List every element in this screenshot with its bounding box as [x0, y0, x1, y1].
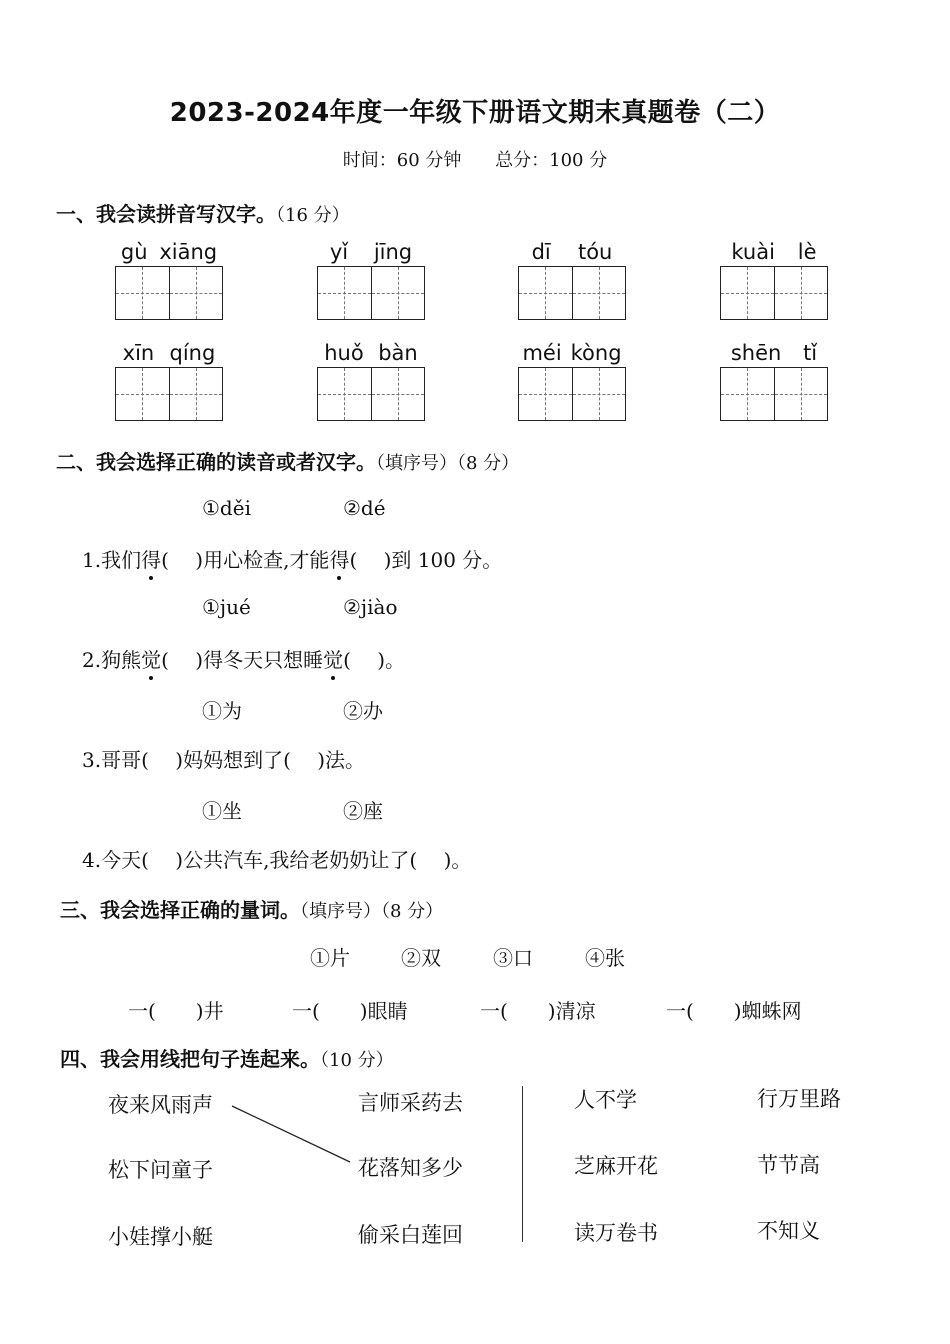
- saying-right[interactable]: 节节高: [757, 1153, 820, 1177]
- measure-blank[interactable]: 一( )蜘蛛网: [666, 999, 802, 1023]
- saying-left[interactable]: 芝麻开花: [574, 1154, 658, 1178]
- option: ②dé: [343, 496, 386, 520]
- poem-line-right[interactable]: 花落知多少: [358, 1156, 463, 1180]
- section4-points: （10 分）: [320, 1050, 394, 1071]
- pinyin-syllable: shēn: [730, 341, 782, 365]
- poem-line-left[interactable]: 小娃撑小艇: [108, 1225, 213, 1249]
- pinyin-syllable: xīn: [122, 341, 155, 365]
- pinyin-syllable: dī: [531, 240, 551, 264]
- pinyin-syllable: lè: [797, 240, 817, 264]
- question-text: )妈妈想到了(: [175, 748, 291, 772]
- question-number: 1.: [82, 548, 102, 572]
- saying-left[interactable]: 人不学: [574, 1088, 637, 1112]
- option: ①jué: [202, 595, 251, 619]
- dotted-character: 觉: [141, 648, 162, 672]
- dotted-character: 得: [141, 548, 162, 572]
- poem-line-left[interactable]: 松下问童子: [108, 1158, 213, 1182]
- saying-right[interactable]: 行万里路: [757, 1087, 841, 1111]
- question-text: )到 100 分。: [383, 548, 503, 572]
- question-text: )。: [377, 648, 406, 672]
- pinyin-syllable: méi: [522, 341, 562, 365]
- question-text: 哥哥(: [101, 748, 149, 772]
- question-text: (: [161, 648, 169, 672]
- option: ①为: [202, 699, 242, 723]
- section1-points: （16 分）: [276, 205, 350, 226]
- exam-time: 时间：60 分钟: [342, 150, 462, 171]
- question-text: (: [161, 548, 169, 572]
- question-text: )法。: [317, 748, 366, 772]
- question-text: (: [343, 648, 351, 672]
- option: ①坐: [202, 799, 242, 823]
- measure-option: ②双: [401, 946, 441, 970]
- section3-points: （填序号）（8 分）: [300, 901, 444, 922]
- question-number: 4.: [82, 848, 102, 872]
- pinyin-syllable: tǐ: [803, 341, 818, 365]
- pinyin-syllable: huǒ: [324, 341, 364, 365]
- section4-title: 四、我会用线把句子连起来。: [60, 1047, 320, 1071]
- poem-line-right[interactable]: 偷采白莲回: [358, 1223, 463, 1247]
- question-number: 2.: [82, 648, 102, 672]
- option: ①děi: [202, 496, 251, 520]
- section3-title: 三、我会选择正确的量词。: [60, 898, 300, 922]
- page-title: 2023-2024年度一年级下册语文期末真题卷（二）: [169, 98, 781, 128]
- section2-points: （填序号）（8 分）: [376, 453, 520, 474]
- pinyin-syllable: qíng: [169, 341, 216, 365]
- pinyin-syllable: jīng: [373, 240, 413, 264]
- pinyin-syllable: tóu: [577, 240, 613, 264]
- option: ②办: [343, 699, 383, 723]
- saying-right[interactable]: 不知义: [757, 1219, 820, 1243]
- dotted-character: 得: [329, 548, 350, 572]
- measure-option: ④张: [585, 946, 625, 970]
- measure-blank[interactable]: 一( )清凉: [480, 999, 596, 1023]
- pinyin-syllable: gù: [120, 240, 148, 264]
- pinyin-syllable: bàn: [378, 341, 418, 365]
- option: ②座: [343, 799, 383, 823]
- dotted-character: 觉: [323, 648, 344, 672]
- question-text: )用心检查,才能: [195, 548, 330, 572]
- question-text: (: [349, 548, 358, 572]
- pinyin-syllable: yǐ: [329, 240, 349, 264]
- column-divider: [522, 1086, 523, 1242]
- question-text: 我们: [101, 548, 142, 572]
- question-number: 3.: [82, 748, 102, 772]
- measure-blank[interactable]: 一( )井: [128, 999, 224, 1023]
- exam-score: 总分：100 分: [495, 150, 608, 171]
- question-text: 狗熊: [101, 648, 142, 672]
- measure-option: ③口: [493, 946, 533, 970]
- question-text: 今天(: [101, 848, 149, 872]
- question-text: )。: [443, 848, 472, 872]
- pinyin-syllable: kuài: [731, 240, 775, 264]
- option: ②jiào: [343, 595, 398, 619]
- section2-title: 二、我会选择正确的读音或者汉字。: [56, 450, 376, 474]
- saying-left[interactable]: 读万卷书: [574, 1221, 658, 1245]
- question-text: )公共汽车,我给老奶奶让了(: [175, 848, 418, 872]
- measure-option: ①片: [310, 946, 350, 970]
- poem-line-right[interactable]: 言师采药去: [358, 1091, 463, 1115]
- measure-blank[interactable]: 一( )眼睛: [292, 999, 408, 1023]
- pinyin-syllable: kòng: [570, 341, 622, 365]
- section1-title: 一、我会读拼音写汉字。: [56, 202, 276, 226]
- poem-line-left[interactable]: 夜来风雨声: [108, 1093, 213, 1117]
- question-text: )得冬天只想睡: [195, 648, 324, 672]
- pinyin-syllable: xiāng: [159, 240, 218, 264]
